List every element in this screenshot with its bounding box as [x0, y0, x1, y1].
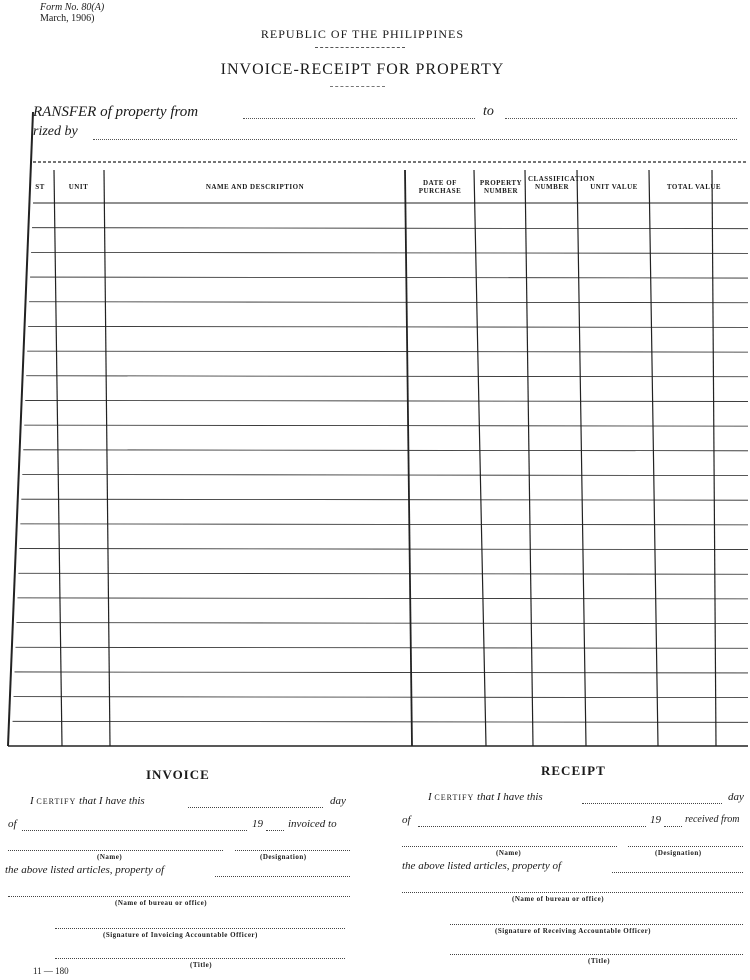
invoice-signature-caption: (Signature of Invoicing Accountable Officer) — [103, 931, 258, 939]
receipt-certify-line — [428, 791, 543, 803]
table-row-line — [18, 573, 748, 574]
invoice-certify-text: that I have this — [79, 795, 145, 807]
table-row-line — [17, 598, 748, 599]
table-row-line — [32, 228, 748, 229]
column-header-total-value: TOTAL VALUE — [666, 183, 722, 191]
table-column-divider — [577, 170, 586, 746]
page-title: INVOICE-RECEIPT FOR PROPERTY — [220, 61, 505, 78]
table-column-divider — [525, 170, 533, 746]
receipt-certify-text: that I have this — [477, 791, 543, 803]
invoice-day-label: day — [330, 795, 346, 807]
table-row-line — [16, 623, 748, 624]
invoice-bureau-caption: (Name of bureau or office) — [115, 899, 208, 907]
receipt-certify-word: CERTIFY — [434, 793, 475, 802]
transfer-label: RANSFER of property from — [33, 104, 199, 120]
table-column-divider — [712, 170, 716, 746]
receipt-property-of-label: the above listed articles, property of — [402, 860, 562, 872]
transfer-to-label: to — [483, 104, 494, 119]
table-row-line — [14, 697, 748, 698]
table-row-line — [27, 351, 748, 352]
column-header-property-number: PROPERTY NUMBER — [479, 179, 523, 195]
column-header-unit: UNIT — [68, 183, 89, 191]
invoice-certify-word: CERTIFY — [36, 797, 77, 806]
invoice-day-field[interactable] — [188, 807, 323, 808]
column-header-unit-value: UNIT VALUE — [590, 183, 638, 191]
invoice-certify-line — [30, 795, 145, 807]
table-row-line — [21, 499, 748, 500]
invoice-year-label: 19 — [252, 818, 263, 830]
invoice-of-label: of — [8, 818, 17, 830]
invoice-name-field[interactable] — [8, 850, 223, 851]
table-row-line — [29, 302, 748, 303]
table-left-border — [8, 112, 33, 746]
form-number: Form No. 80(A) — [40, 2, 105, 13]
table-column-divider — [405, 170, 412, 746]
invoice-name-caption: (Name) — [97, 853, 123, 861]
authorized-label: rized by — [33, 124, 78, 139]
column-header-date-purchase: DATE OF PURCHASE — [418, 179, 462, 195]
receipt-title-field[interactable] — [450, 954, 743, 955]
receipt-designation-field[interactable] — [628, 846, 743, 847]
receipt-signature-caption: (Signature of Receiving Accountable Officer) — [495, 927, 652, 935]
invoice-bureau-field[interactable] — [8, 896, 350, 897]
table-column-divider — [474, 170, 486, 746]
table-row-line — [13, 721, 748, 722]
receipt-day-field[interactable] — [582, 803, 722, 804]
table-column-divider — [104, 170, 110, 746]
invoice-title: INVOICE — [146, 767, 210, 782]
receipt-year-label: 19 — [650, 814, 661, 826]
receipt-title: RECEIPT — [541, 763, 606, 778]
receipt-year-field[interactable] — [664, 826, 682, 827]
receipt-received-from-label: received from — [685, 814, 740, 825]
invoice-title-field[interactable] — [55, 958, 345, 959]
invoice-property-of-label: the above listed articles, property of — [5, 864, 165, 876]
receipt-pronoun: I — [428, 791, 432, 803]
invoice-title-caption: (Title) — [190, 961, 213, 969]
receipt-name-caption: (Name) — [496, 849, 522, 857]
receipt-bureau-caption: (Name of bureau or office) — [512, 895, 605, 903]
invoice-invoiced-to-label: invoiced to — [288, 818, 337, 830]
table-row-line — [26, 376, 748, 377]
invoice-year-field[interactable] — [266, 830, 284, 831]
print-code: 11 — 180 — [33, 966, 69, 976]
table-column-divider — [649, 170, 658, 746]
receipt-name-field[interactable] — [402, 846, 617, 847]
republic-heading: REPUBLIC OF THE PHILIPPINES — [260, 27, 465, 41]
table-row-line — [20, 524, 748, 525]
table-row-line — [22, 475, 748, 476]
invoice-signature-field[interactable] — [55, 928, 345, 929]
table-row-line — [25, 400, 748, 401]
column-header-classification-number: CLASSIFICATION NUMBER — [528, 175, 595, 191]
column-header-fragment: ST — [35, 183, 45, 191]
form-date: March, 1906) — [40, 13, 95, 24]
receipt-of-label: of — [402, 814, 411, 826]
receipt-title-caption: (Title) — [588, 957, 611, 965]
receipt-month-field[interactable] — [418, 826, 646, 827]
receipt-property-of-field[interactable] — [612, 872, 743, 873]
invoice-month-field[interactable] — [22, 830, 247, 831]
table-row-line — [31, 252, 748, 253]
invoice-property-of-field[interactable] — [215, 876, 350, 877]
receipt-day-label: day — [728, 791, 744, 803]
table-row-line — [24, 425, 748, 426]
column-header-name-description: NAME AND DESCRIPTION — [205, 183, 305, 191]
invoice-pronoun: I — [30, 795, 34, 807]
invoice-designation-field[interactable] — [235, 850, 350, 851]
table-row-line — [19, 549, 748, 550]
table-row-line — [30, 277, 748, 278]
receipt-designation-caption: (Designation) — [655, 849, 702, 857]
table-row-line — [15, 647, 748, 648]
table-row-line — [28, 326, 748, 327]
table-row-line — [15, 672, 748, 673]
table-row-line — [23, 450, 748, 451]
invoice-designation-caption: (Designation) — [260, 853, 307, 861]
table-column-divider — [54, 170, 62, 746]
receipt-signature-field[interactable] — [450, 924, 743, 925]
receipt-bureau-field[interactable] — [402, 892, 743, 893]
